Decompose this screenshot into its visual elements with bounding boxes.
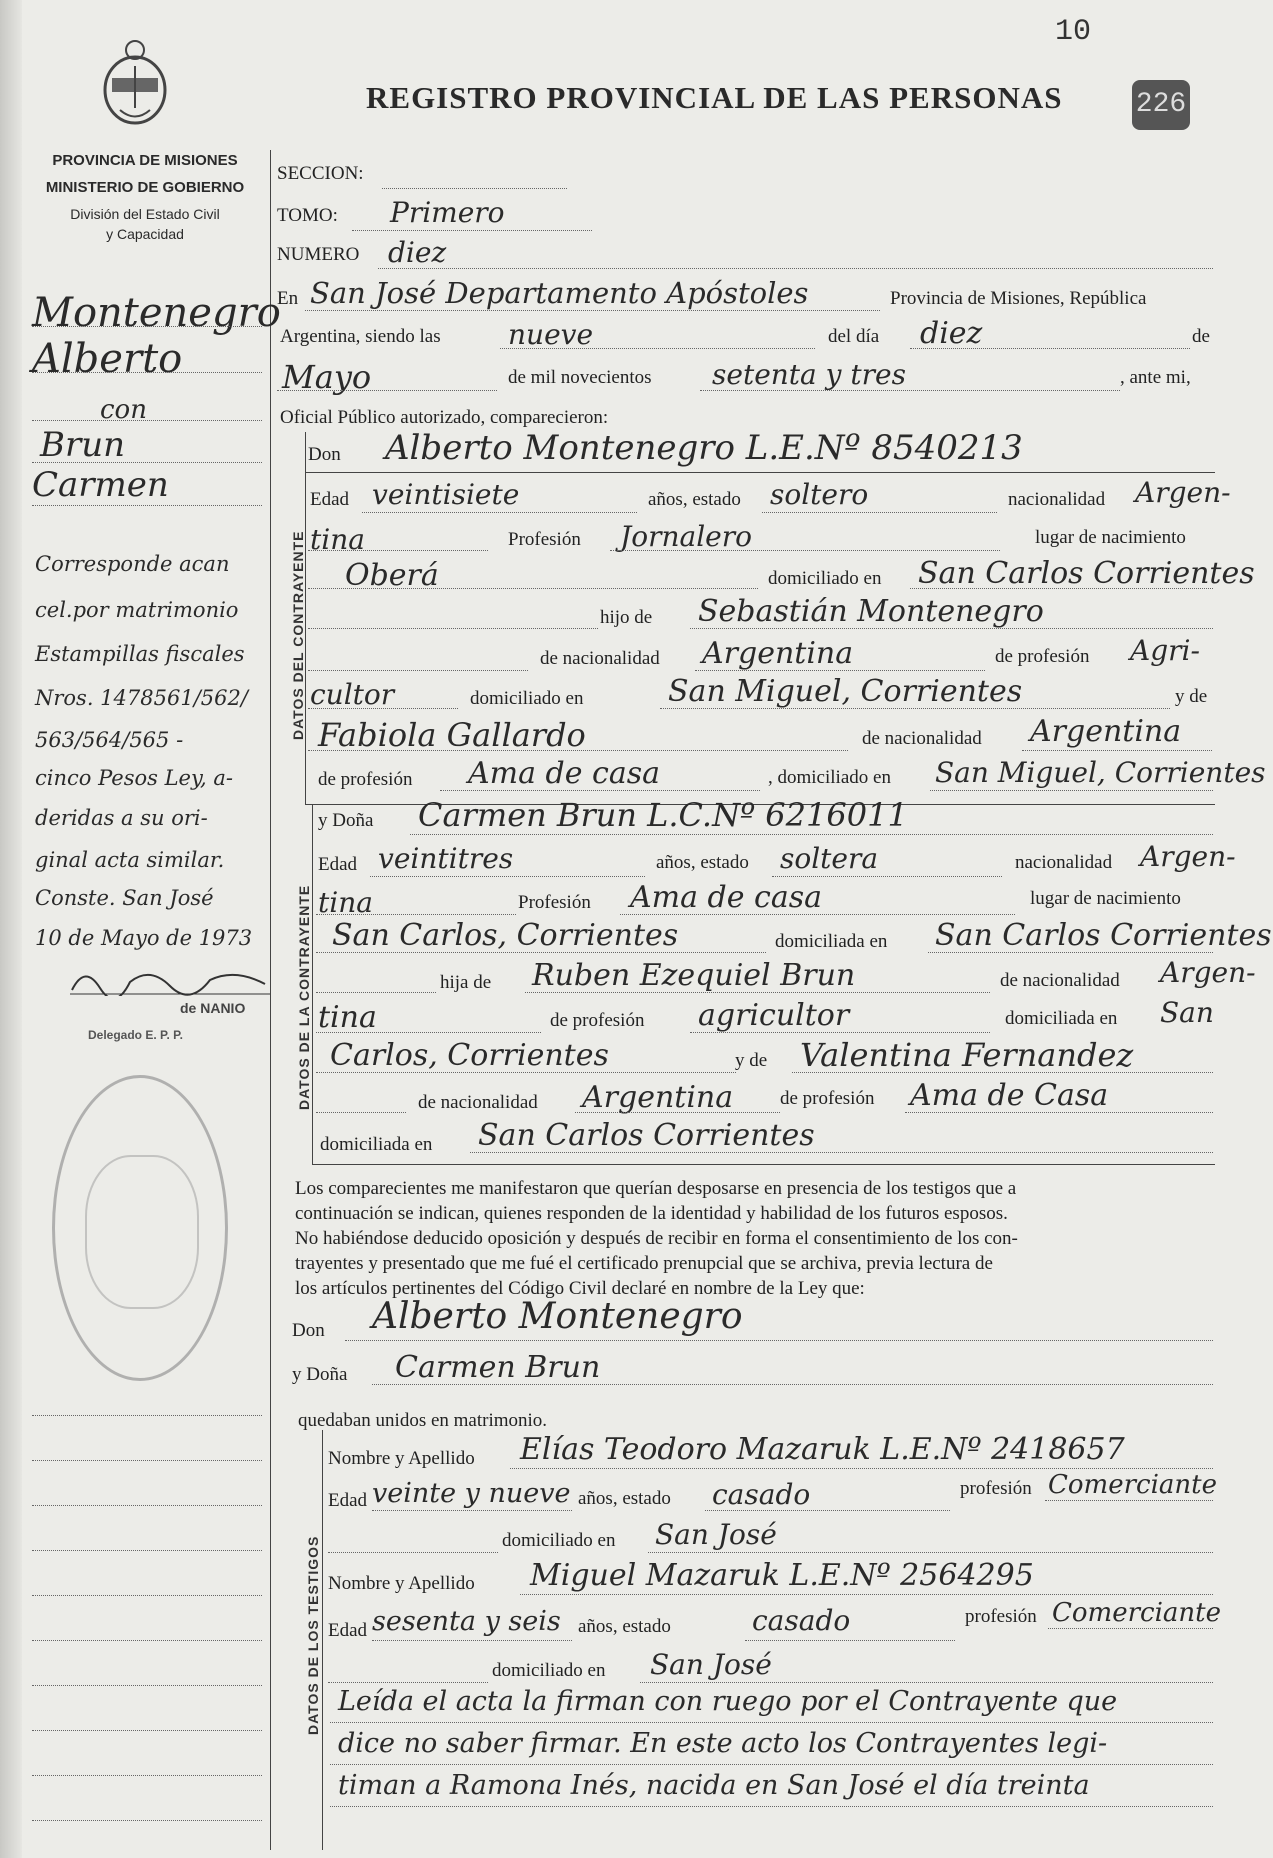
contrayente2-nacionalidad-b: tina xyxy=(318,886,373,919)
en-label: En xyxy=(277,288,299,309)
madre-dom-label: , domiciliado en xyxy=(768,767,891,788)
contrayente1-domicilio: San Carlos Corrientes xyxy=(918,556,1255,591)
contrayente2-padre-nac-a: Argen- xyxy=(1160,956,1256,989)
contrayente1-padre-prof-b: cultor xyxy=(310,678,395,711)
contrayente1-lugar: Oberá xyxy=(345,558,439,593)
declaration-line: Los comparecientes me manifestaron que querían desposarse en presencia de los testigos que a xyxy=(295,1178,1017,1199)
margin-note-line: Corresponde acan xyxy=(35,552,230,576)
domiciliado-label: domiciliado en xyxy=(768,568,882,589)
hijo-label: hijo de xyxy=(600,607,653,628)
contrayente2-madre-dom: San Carlos Corrientes xyxy=(478,1118,815,1153)
contrayente1-padre-nac: Argentina xyxy=(702,636,854,671)
madre2-prof-label: de profesión xyxy=(780,1088,875,1109)
contrayente2-side-label: DATOS DE LA CONTRAYENTE xyxy=(296,884,312,1110)
contrayente1-madre-nac: Argentina xyxy=(1030,714,1182,749)
profesion-label: Profesión xyxy=(508,529,581,550)
contrayente2-domicilio: San Carlos Corrientes xyxy=(935,918,1272,953)
contrayente1-estado: soltero xyxy=(770,478,869,511)
decl-don-label: Don xyxy=(292,1320,325,1341)
edad2-label: Edad xyxy=(318,854,358,875)
t1-dom-label: domiciliado en xyxy=(502,1530,616,1551)
contrayente1-padre-dom: San Miguel, Corrientes xyxy=(668,674,1023,709)
margin-note-line: 10 de Mayo de 1973 xyxy=(35,926,253,950)
contrayente2-nacionalidad-a: Argen- xyxy=(1140,840,1236,873)
contrayente1-nombre: Alberto Montenegro L.E.Nº 8540213 xyxy=(385,428,1023,468)
margin-divider xyxy=(270,150,271,1850)
t1-nombre: Elías Teodoro Mazaruk L.E.Nº 2418657 xyxy=(520,1432,1125,1467)
contrayente1-profesion: Jornalero xyxy=(620,520,752,553)
de-label: de xyxy=(1192,326,1210,347)
coat-of-arms-icon xyxy=(100,38,170,126)
hora-value: nueve xyxy=(508,318,594,351)
tomo-value: Primero xyxy=(390,196,505,229)
margin-signature-icon xyxy=(70,962,270,996)
binding-spine xyxy=(0,0,22,1858)
t1-edad-label: Edad xyxy=(328,1490,368,1511)
oficial-text: Oficial Público autorizado, comparecieron: xyxy=(280,407,609,428)
registry-stamp-inner-icon xyxy=(85,1155,199,1309)
y-de-label: y de xyxy=(1175,686,1208,707)
contrayente1-edad: veintisiete xyxy=(372,478,520,511)
testigos-note-line: timan a Ramona Inés, nacida en San José el día treinta xyxy=(338,1770,1090,1801)
margin-note-line: cinco Pesos Ley, a- xyxy=(35,766,233,790)
y-de2-label: y de xyxy=(735,1050,768,1071)
contrayente1-madre-dom: San Miguel, Corrientes xyxy=(935,756,1266,789)
contrayente1-side-label: DATOS DEL CONTRAYENTE xyxy=(290,530,306,740)
testigos-box-border xyxy=(322,1430,323,1850)
page-number: 10 xyxy=(1055,15,1092,49)
contrayente1-padre-prof-a: Agri- xyxy=(1130,634,1200,667)
contrayente2-padre-dom-b: Carlos, Corrientes xyxy=(330,1038,609,1073)
margin-stamp-text: de NANIO xyxy=(180,1000,246,1016)
testigos-side-label: DATOS DE LOS TESTIGOS xyxy=(305,1535,321,1735)
lugar2-label: lugar de nacimiento xyxy=(1030,888,1181,909)
contrayente2-padre-prof: agricultor xyxy=(698,998,850,1033)
issuer-line-2: MINISTERIO DE GOBIERNO xyxy=(45,179,245,196)
contrayente2-padre-dom-a: San xyxy=(1160,996,1214,1029)
margin-note-line: Nros. 1478561/562/ xyxy=(35,686,248,710)
argentina-label: Argentina, siendo las xyxy=(280,326,441,347)
anio-value: setenta y tres xyxy=(712,358,906,391)
numero-label: NUMERO xyxy=(277,244,360,265)
declaration-line: continuación se indican, quienes responden de la identidad y habilidad de los futuros esposos. xyxy=(295,1203,1008,1224)
t1-edad: veinte y nueve xyxy=(372,1478,571,1509)
estado2-label: años, estado xyxy=(656,852,749,873)
padre-dom-label: domiciliado en xyxy=(470,688,584,709)
mil-label: de mil novecientos xyxy=(508,367,652,388)
t2-dom: San José xyxy=(650,1648,772,1681)
madre2-nac-label: de nacionalidad xyxy=(418,1092,538,1113)
tomo-label: TOMO: xyxy=(277,205,338,226)
provincia-text: Provincia de Misiones, República xyxy=(890,288,1147,309)
numero-value: diez xyxy=(388,236,447,269)
t1-estado-label: años, estado xyxy=(578,1488,671,1509)
don-label: Don xyxy=(308,444,341,465)
nacionalidad-label: nacionalidad xyxy=(1008,489,1106,510)
dia-value: diez xyxy=(920,316,983,351)
padre-nac-label: de nacionalidad xyxy=(540,648,660,669)
madre-prof-label: de profesión xyxy=(318,769,413,790)
contrayente2-box-border xyxy=(312,804,313,1164)
lugar-label: lugar de nacimiento xyxy=(1035,527,1186,548)
padre2-prof-label: de profesión xyxy=(550,1010,645,1031)
issuer-line-3: División del Estado Civil xyxy=(70,206,220,222)
t2-prof: Comerciante xyxy=(1052,1598,1221,1628)
contrayente2-padre: Ruben Ezequiel Brun xyxy=(532,958,856,993)
decl-closing: quedaban unidos en matrimonio. xyxy=(298,1410,548,1431)
margin-name-3: Brun xyxy=(40,425,126,465)
contrayente2-nombre: Carmen Brun L.C.Nº 6216011 xyxy=(418,796,908,834)
en-value: San José Departamento Apóstoles xyxy=(310,276,809,310)
issuer-line-1: PROVINCIA DE MISIONES xyxy=(52,152,238,169)
contrayente1-nacionalidad-b: tina xyxy=(310,523,365,556)
edad-label: Edad xyxy=(310,489,350,510)
margin-stamp-sub: Delegado E. P. P. xyxy=(88,1028,183,1042)
decl-don-value: Alberto Montenegro xyxy=(372,1296,743,1337)
dona-label: y Doña xyxy=(318,810,374,831)
t2-edad-label: Edad xyxy=(328,1620,368,1641)
contrayente2-madre-prof: Ama de Casa xyxy=(910,1078,1109,1113)
declaration-line: los artículos pertinentes del Código Civil declaré en nombre de la Ley que: xyxy=(295,1278,865,1299)
del-dia-label: del día xyxy=(828,326,880,347)
t2-estado-label: años, estado xyxy=(578,1616,671,1637)
profesion2-label: Profesión xyxy=(518,892,591,913)
contrayente2-madre-nac: Argentina xyxy=(582,1080,734,1115)
contrayente1-nacionalidad-a: Argen- xyxy=(1135,476,1231,509)
folio-chip: 226 xyxy=(1132,80,1190,130)
madre2-dom-label: domiciliada en xyxy=(320,1134,433,1155)
seccion-label: SECCION: xyxy=(277,163,364,184)
declaration-line: No habiéndose deducido oposición y después de recibir en forma el consentimiento de los con- xyxy=(295,1228,1018,1249)
t2-nombre-label: Nombre y Apellido xyxy=(328,1573,475,1594)
margin-name-1: Montenegro xyxy=(32,290,281,336)
mes-value: Mayo xyxy=(282,358,372,396)
document-title: REGISTRO PROVINCIAL DE LAS PERSONAS xyxy=(366,80,1063,115)
contrayente2-madre: Valentina Fernandez xyxy=(800,1036,1134,1074)
testigos-note-line: Leída el acta la firman con ruego por el Contrayente que xyxy=(338,1686,1118,1717)
margin-con: con xyxy=(100,395,147,425)
declaration-line: trayentes y presentado que me fué el certificado prenupcial que se archiva, previa lectura de xyxy=(295,1253,993,1274)
margin-note-line: cel.por matrimonio xyxy=(35,598,239,622)
t2-nombre: Miguel Mazaruk L.E.Nº 2564295 xyxy=(530,1558,1034,1593)
margin-note-line: deridas a su ori- xyxy=(35,806,208,830)
decl-dona-value: Carmen Brun xyxy=(395,1350,601,1385)
margin-name-4: Carmen xyxy=(32,465,169,505)
contrayente1-padre: Sebastián Montenegro xyxy=(698,594,1044,629)
domiciliada-label: domiciliada en xyxy=(775,931,888,952)
ante-label: , ante mi, xyxy=(1120,367,1191,388)
nacionalidad2-label: nacionalidad xyxy=(1015,852,1113,873)
t2-dom-label: domiciliado en xyxy=(492,1660,606,1681)
contrayente1-madre-prof: Ama de casa xyxy=(468,756,660,791)
contrayente1-madre: Fabiola Gallardo xyxy=(318,716,586,754)
t1-nombre-label: Nombre y Apellido xyxy=(328,1448,475,1469)
madre-nac-label: de nacionalidad xyxy=(862,728,982,749)
contrayente2-lugar: San Carlos, Corrientes xyxy=(332,918,679,953)
margin-name-2: Alberto xyxy=(32,336,183,382)
t1-dom: San José xyxy=(655,1518,777,1551)
contrayente2-profesion: Ama de casa xyxy=(630,880,822,915)
contrayente2-estado: soltera xyxy=(780,842,879,875)
issuer-line-4: y Capacidad xyxy=(106,226,184,242)
margin-note-line: Conste. San José xyxy=(35,886,214,910)
contrayente2-edad: veintitres xyxy=(378,842,514,875)
padre-prof-label: de profesión xyxy=(995,646,1090,667)
hija-label: hija de xyxy=(440,972,492,993)
margin-note-line: ginal acta similar. xyxy=(35,848,225,872)
t1-prof: Comerciante xyxy=(1048,1470,1217,1500)
t2-prof-label: profesión xyxy=(965,1606,1037,1627)
testigos-note-line: dice no saber firmar. En este acto los Contrayentes legi- xyxy=(338,1728,1108,1759)
decl-dona-label: y Doña xyxy=(292,1364,348,1385)
margin-note-line: Estampillas fiscales xyxy=(35,642,245,666)
padre2-nac-label: de nacionalidad xyxy=(1000,970,1120,991)
t2-estado: casado xyxy=(752,1604,851,1637)
t1-estado: casado xyxy=(712,1478,811,1511)
t2-edad: sesenta y seis xyxy=(372,1606,561,1637)
padre2-dom-label: domiciliada en xyxy=(1005,1008,1118,1029)
margin-note-line: 563/564/565 - xyxy=(35,728,184,752)
contrayente2-padre-nac-b: tina xyxy=(318,1000,377,1035)
estado-label: años, estado xyxy=(648,489,741,510)
t1-prof-label: profesión xyxy=(960,1478,1032,1499)
